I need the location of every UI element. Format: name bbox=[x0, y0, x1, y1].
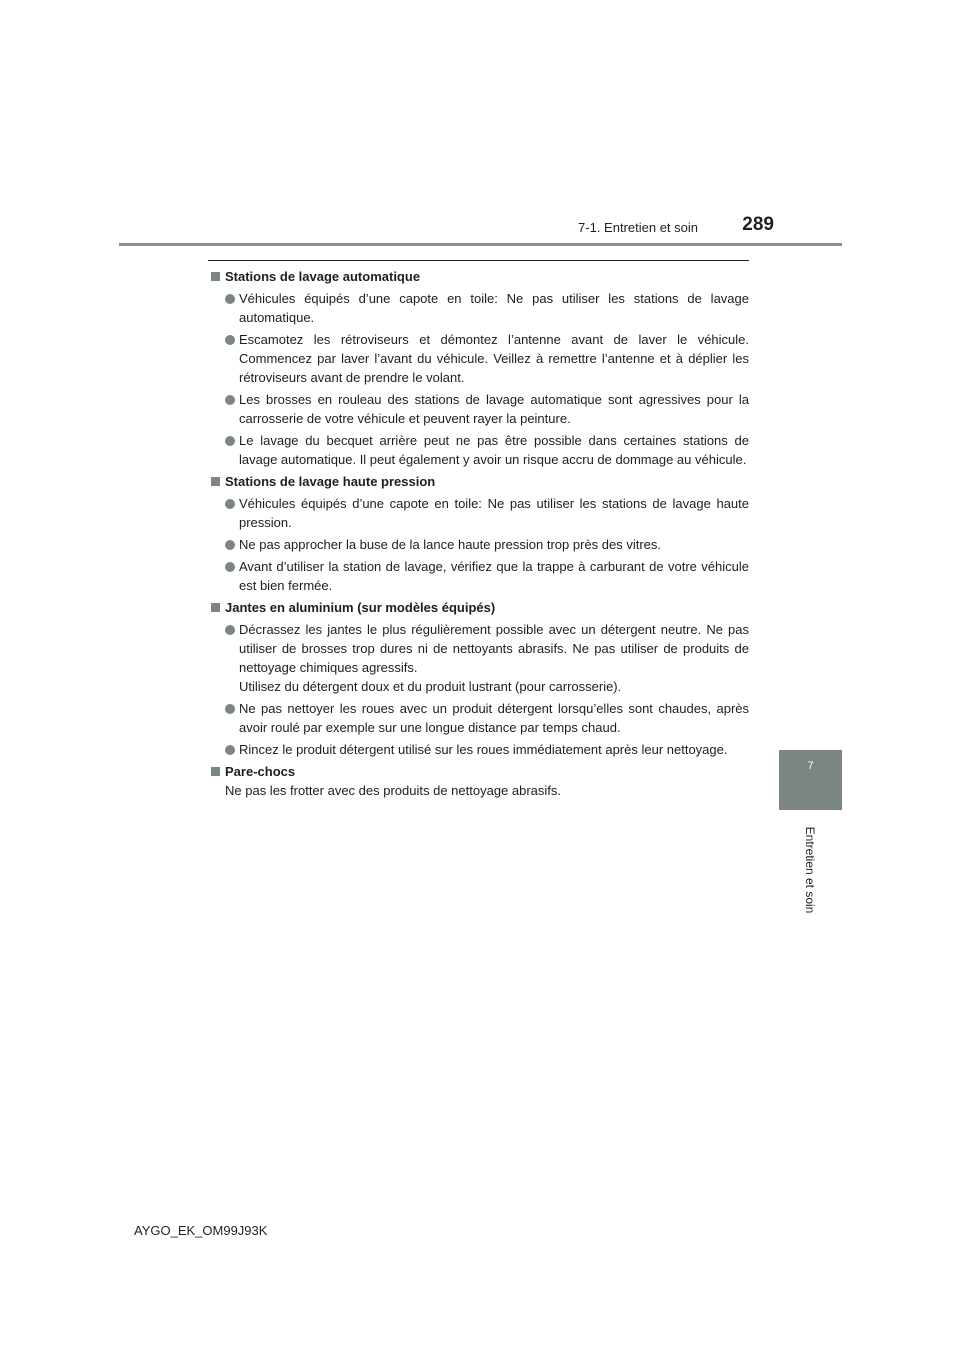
list-item: Ne pas approcher la buse de la lance haute pression trop près des vitres. bbox=[210, 535, 749, 554]
dot-bullet-icon bbox=[225, 562, 235, 572]
header-section-title: 7-1. Entretien et soin bbox=[578, 220, 698, 235]
section-text-bumpers: Ne pas les frotter avec des produits de nettoyage abrasifs. bbox=[225, 783, 562, 798]
section-title-bumpers: Pare-chocs bbox=[210, 762, 749, 781]
dot-bullet-icon bbox=[225, 395, 235, 405]
dot-bullet-icon bbox=[225, 745, 235, 755]
square-bullet-icon bbox=[211, 477, 220, 486]
dot-bullet-icon bbox=[225, 294, 235, 304]
dot-bullet-icon bbox=[225, 625, 235, 635]
dot-bullet-icon bbox=[225, 704, 235, 714]
document-code: AYGO_EK_OM99J93K bbox=[134, 1223, 268, 1238]
chapter-tab-number: 7 bbox=[807, 760, 814, 772]
section-title-automatic-wash: Stations de lavage automatique bbox=[210, 267, 749, 286]
list-item: Avant d’utiliser la station de lavage, vérifiez que la trappe à carburant de votre véhicule est bien fermée. bbox=[210, 557, 749, 595]
content-divider bbox=[208, 260, 749, 261]
dot-bullet-icon bbox=[225, 436, 235, 446]
list-item: Rincez le produit détergent utilisé sur les roues immédiatement après leur nettoyage. bbox=[210, 740, 749, 759]
chapter-tab[interactable] bbox=[779, 750, 842, 810]
square-bullet-icon bbox=[211, 603, 220, 612]
list-item: Décrassez les jantes le plus régulièrement possible avec un détergent neutre. Ne pas utiliser de brosses trop dures ni de nettoyants abrasifs. Ne pas utiliser de produits de nettoyage chimiques agressifs. Utilisez du détergent doux et du produit lustrant (pour carrosserie). bbox=[210, 620, 749, 696]
dot-bullet-icon bbox=[225, 335, 235, 345]
dot-bullet-icon bbox=[225, 499, 235, 509]
section-title-aluminium-wheels: Jantes en aluminium (sur modèles équipés) bbox=[210, 598, 749, 617]
list-item: Les brosses en rouleau des stations de lavage automatique sont agressives pour la carrosserie de votre véhicule et peuvent rayer la peinture. bbox=[210, 390, 749, 428]
section-title-high-pressure-wash: Stations de lavage haute pression bbox=[210, 472, 749, 491]
list-item-extra-line: Utilisez du détergent doux et du produit lustrant (pour carrosserie). bbox=[239, 679, 622, 694]
list-item: Ne pas nettoyer les roues avec un produit détergent lorsqu’elles sont chaudes, après avoir roulé par exemple sur une longue distance par temps chaud. bbox=[210, 699, 749, 737]
page-content bbox=[210, 267, 749, 800]
square-bullet-icon bbox=[211, 767, 220, 776]
list-item: Escamotez les rétroviseurs et démontez l’antenne avant de laver le véhicule. Commencez par laver l’avant du véhicule. Veillez à remettre l’antenne et à déplier les rétroviseurs avant de prendre le volant. bbox=[210, 330, 749, 387]
page-number: 289 bbox=[742, 214, 774, 235]
list-item: Véhicules équipés d’une capote en toile: Ne pas utiliser les stations de lavage automatique. bbox=[210, 289, 749, 327]
list-item: Véhicules équipés d’une capote en toile: Ne pas utiliser les stations de lavage haute pression. bbox=[210, 494, 749, 532]
square-bullet-icon bbox=[211, 272, 220, 281]
dot-bullet-icon bbox=[225, 540, 235, 550]
list-item: Le lavage du becquet arrière peut ne pas être possible dans certaines stations de lavage automatique. Il peut également y avoir un risque accru de dommage au véhicule. bbox=[210, 431, 749, 469]
chapter-tab-label: Entretien et soin bbox=[803, 826, 817, 914]
header-divider bbox=[119, 243, 842, 246]
